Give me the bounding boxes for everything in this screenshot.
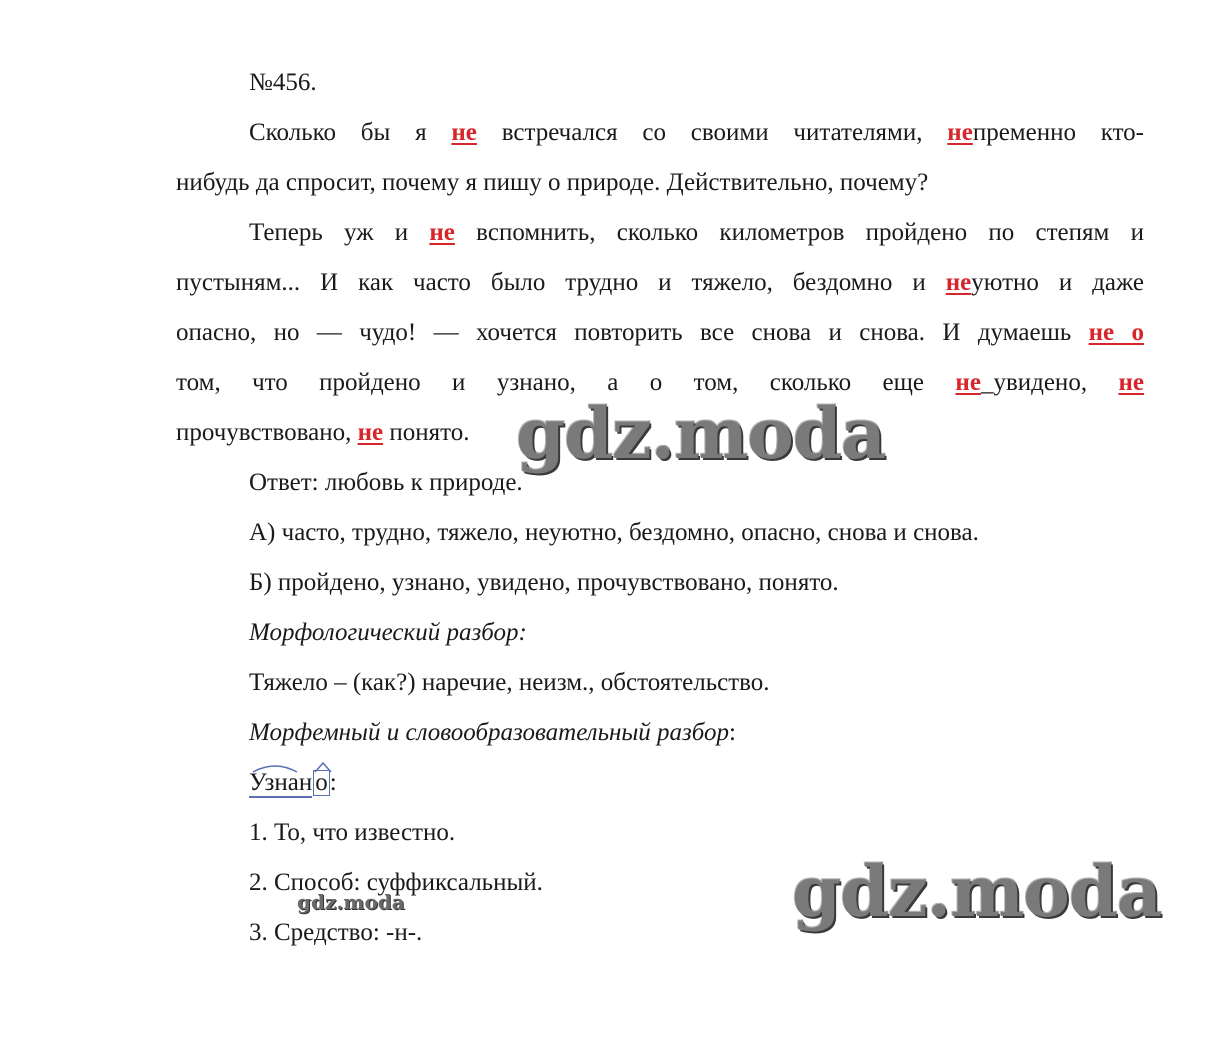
morpheme-marks-icon (249, 760, 349, 774)
highlight-ne: не (357, 419, 384, 446)
paragraph2-line5 (176, 418, 469, 448)
text-run: Сколько бы я (249, 119, 452, 146)
text-run: пустыням... И как часто было трудно и тяжело, бездомно и (176, 269, 946, 296)
text-run: вспомнить, сколько километров пройдено по степям и (454, 219, 1144, 246)
paragraph1-line2: нибудь да спросит, почему я пишу о природе. Действительно, почему? (176, 169, 929, 196)
item-1: 1. То, что известно. (249, 819, 456, 846)
exercise-number: №456. (249, 69, 317, 96)
text-run: встречался со своими читателями, (476, 119, 948, 146)
highlight-ne: не (947, 119, 973, 146)
highlight-ne: не (1118, 369, 1144, 396)
text-run: опасно, но — чудо! — хочется повторить все снова и снова. И думаешь (176, 319, 1089, 346)
highlight-ne: не (451, 119, 477, 146)
list-b: Б) пройдено, узнано, увидено, прочувствовано, понято. (249, 569, 839, 596)
word-colon: : (329, 769, 337, 796)
paragraph1-line1 (249, 118, 1144, 148)
text-run: уютно и даже (971, 269, 1145, 296)
item-3: 3. Средство: -н-. (249, 919, 423, 946)
highlight-ne: не о (1088, 319, 1144, 346)
list-a: А) часто, трудно, тяжело, неуютно, бездомно, опасно, снова и снова. (249, 519, 979, 546)
morpheme-word (249, 768, 330, 798)
morpheme-colon: : (729, 719, 736, 746)
morph-text: Тяжело – (как?) наречие, неизм., обстоятельство. (249, 669, 770, 696)
text-run: Теперь уж и (249, 219, 430, 246)
watermark-logo: gdz.moda (516, 392, 886, 475)
text-run: пременно кто- (972, 119, 1144, 146)
item-2: 2. Способ: суффиксальный. (249, 869, 543, 896)
word-ending: о (315, 769, 328, 796)
morph-heading: Морфологический разбор: (249, 619, 527, 646)
morpheme-heading-line (249, 718, 736, 748)
text-run: _увидено, (980, 369, 1119, 396)
highlight-ne: не (429, 219, 455, 246)
word-base: Узнан (249, 769, 313, 796)
highlight-ne: не (945, 269, 972, 296)
morpheme-heading: Морфемный и словообразовательный разбор (249, 719, 730, 746)
paragraph2-line1 (249, 218, 1144, 248)
text-run: том, что пройдено и узнано, а о том, сколько еще (176, 369, 956, 396)
paragraph2-line2 (176, 268, 1144, 298)
morpheme-word-line (249, 768, 337, 798)
highlight-ne: не (955, 369, 981, 396)
text-run: прочувствовано, (176, 419, 358, 446)
watermark-logo-small: gdz.moda (297, 890, 405, 914)
paragraph2-line3 (176, 318, 1144, 348)
watermark-logo: gdz.moda (792, 850, 1162, 933)
answer-line: Ответ: любовь к природе. (249, 469, 523, 496)
text-run: понято. (383, 419, 470, 446)
